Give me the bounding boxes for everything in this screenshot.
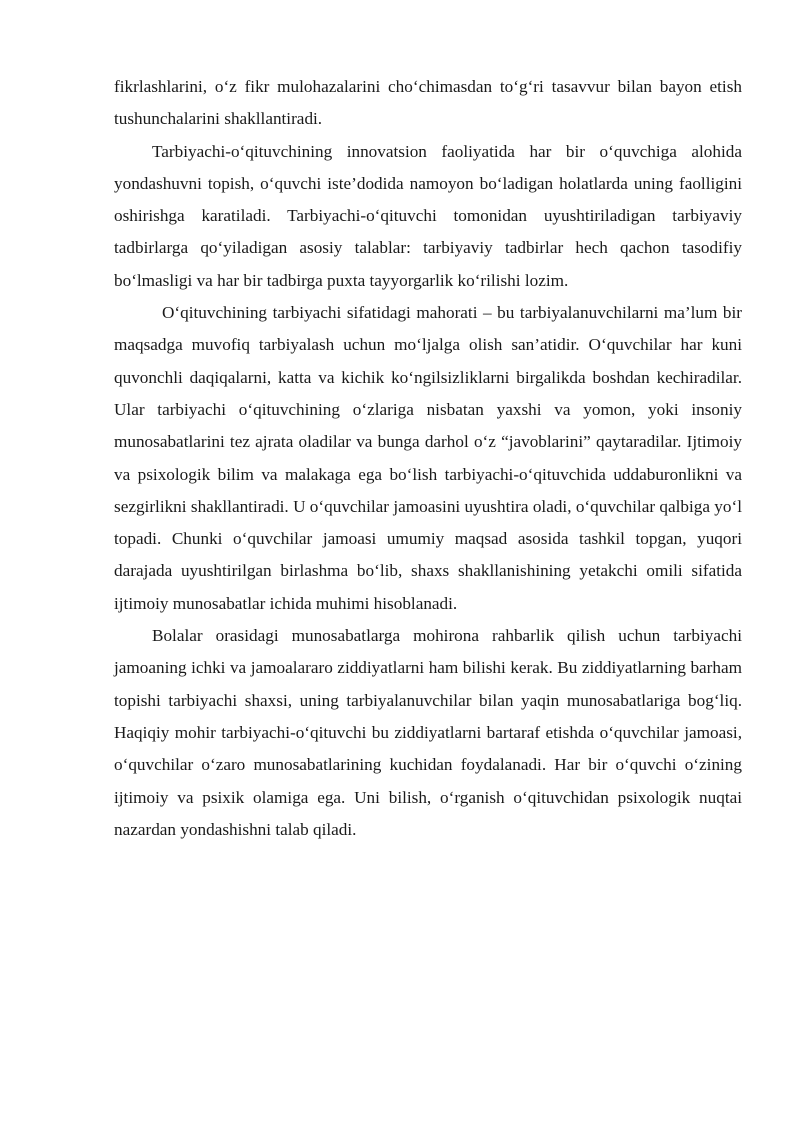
paragraph-2: Tarbiyachi-o‘qituvchining innovatsion faoliyatida har bir o‘quvchiga alohida yondashuvni topish, o‘quvchi iste’dodida namoyon bo‘ladigan holatlarda uning faolligini oshirishga karatiladi. Tarbiyachi-o‘qituvchi tomonidan uyushtiriladigan tarbiyaviy tadbirlarga qo‘yiladigan asosiy talablar: tarbiyaviy tadbirlar hech qachon tasodifiy bo‘lmasligi va har bir tadbirga puxta tayyorgarlik ko‘rilishi lozim. <box>114 141 742 290</box>
paragraph-1: fikrlashlarini, o‘z fikr mulohazalarini cho‘chimasdan to‘g‘ri tasavvur bilan bayon etish tushunchalarini shakllantiradi. <box>114 77 742 129</box>
paragraph-3: O‘qituvchining tarbiyachi sifatidagi mahorati – bu tarbiyalanuvchilarni ma’lum bir maqsadga muvofiq tarbiyalash uchun mo‘ljalga olish san’atidir. O‘quvchilar har kuni quvonchli daqiqalarni, katta va kichik ko‘ngilsizliklarni birgalikda boshdan kechiradilar. Ular tarbiyachi o‘qituvchining o‘zlariga nisbatan yaxshi va yomon, yoki insoniy munosabatlarini tez ajrata oladilar va bunga darhol o‘z “javoblarini” qaytaradilar. Ijtimoiy va psixologik bilim va malakaga ega bo‘lish tarbiyachi-o‘qituvchida uddaburonlikni va sezgirlikni shakllantiradi. U o‘quvchilar jamoasini uyushtira oladi, o‘quvchilar qalbiga yo‘l topadi. Chunki o‘quvchilar jamoasi umumiy maqsad asosida tashkil topgan, yuqori darajada uyushtirilgan birlashma bo‘lib, shaxs shakllanishining yetakchi omili sifatida ijtimoiy munosabatlar ichida muhimi hisoblanadi. <box>114 303 742 613</box>
paragraph-4: Bolalar orasidagi munosabatlarga mohirona rahbarlik qilish uchun tarbiyachi jamoaning ichki va jamoalararo ziddiyatlarni ham bilishi kerak. Bu ziddiyatlarning barham topishi tarbiyachi shaxsi, uning tarbiyalanuvchilar bilan yaqin munosabatlariga bog‘liq. Haqiqiy mohir tarbiyachi-o‘qituvchi bu ziddiyatlarni bartaraf etishda o‘quvchilar jamoasi, o‘quvchilar o‘zaro munosabatlarining kuchidan foydalanadi. Har bir o‘quvchi o‘zining ijtimoiy va psixik olamiga ega. Uni bilish, o‘rganish o‘qituvchidan psixologik nuqtai nazardan yondashishni talab qiladi. <box>114 626 742 839</box>
document-body <box>114 71 742 846</box>
